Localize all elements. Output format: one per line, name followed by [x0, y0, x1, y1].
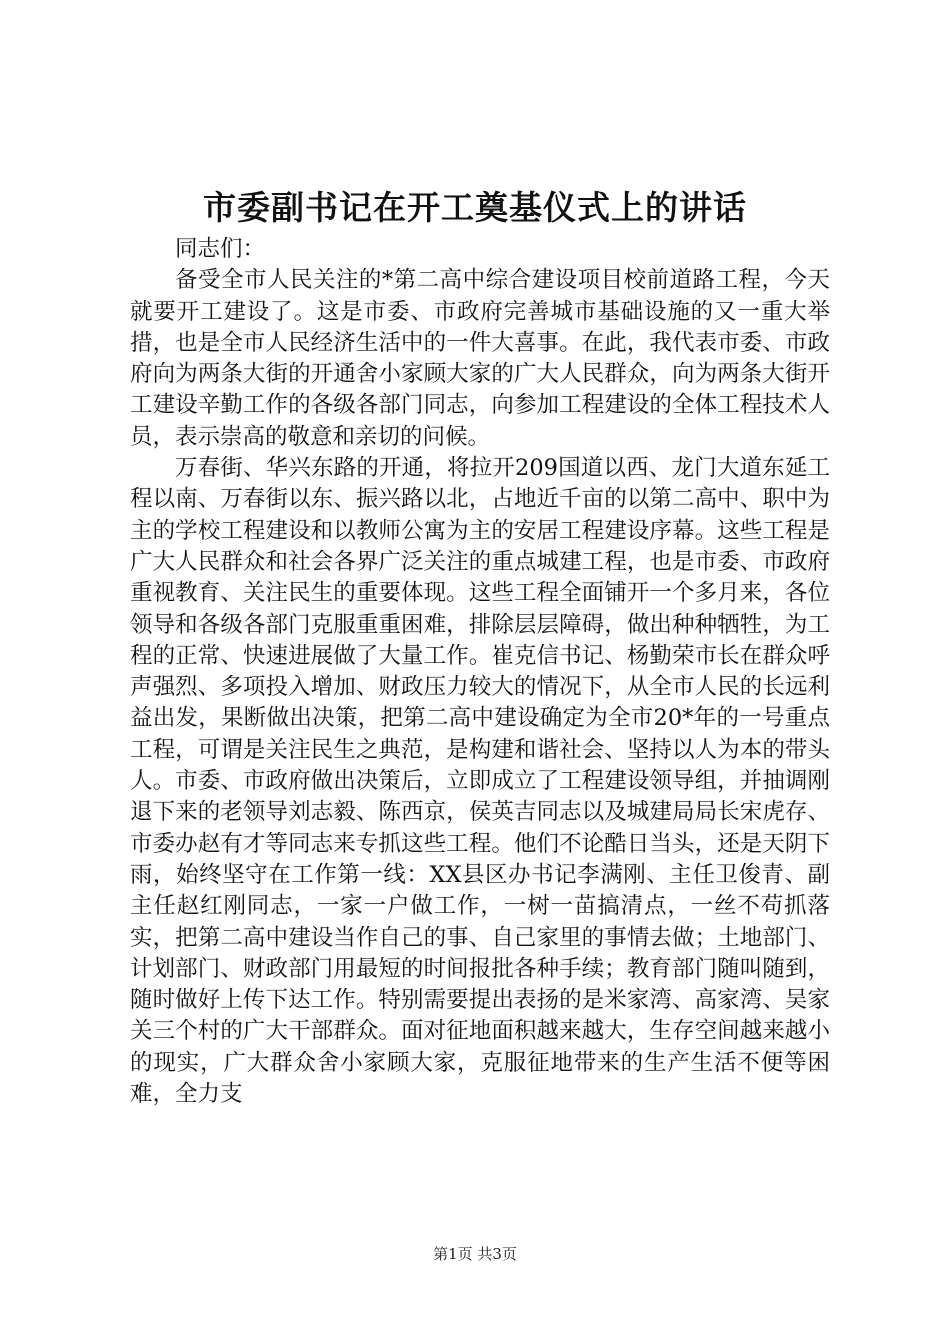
paragraph: 备受全市人民关注的*第二高中综合建设项目校前道路工程，今天就要开工建设了。这是市委、市政府完善城市基础设施的又一重大举措，也是全市人民经济生活中的一件大喜事。在此，我代表市委、市政府向为两条大街的开通舍小家顾大家的广大人民群众，向为两条大街开工建设辛勤工作的各级各部门同志，向参加工程建设的全体工程技术人员，表示崇高的敬意和亲切的问候。 — [130, 267, 830, 450]
salutation: 同志们： — [175, 236, 266, 262]
document-body — [130, 234, 830, 1110]
paragraph: 万春街、华兴东路的开通，将拉开209国道以西、龙门大道东延工程以南、万春街以东、振兴路以北，占地近千亩的以第二高中、职中为主的学校工程建设和以教师公寓为主的安居工程建设序幕。这些工程是广大人民群众和社会各界广泛关注的重点城建工程，也是市委、市政府重视教育、关注民生的重要体现。这些工程全面铺开一个多月来，各位领导和各级各部门克服重重困难，排除层层障碍，做出种种牺牲，为工程的正常、快速进展做了大量工作。崔克信书记、杨勤荣市长在群众呼声强烈、多项投入增加、财政压力较大的情况下，从全市人民的长远利益出发，果断做出决策，把第二高中建设确定为全市20*年的一号重点工程，可谓是关注民生之典范，是构建和谐社会、坚持以人为本的带头人。市委、市政府做出决策后，立即成立了工程建设领导组，并抽调刚退下来的老领导刘志毅、陈西京，侯英吉同志以及城建局局长宋虎存、市委办赵有才等同志来专抓这些工程。他们不论酷日当头，还是天阴下雨，始终坚守在工作第一线：XX县区办书记李满刚、主任卫俊青、副主任赵红刚同志，一家一户做工作，一树一苗搞清点，一丝不苟抓落实，把第二高中建设当作自己的事、自己家里的事情去做；土地部门、计划部门、财政部门用最短的时间报批各种手续；教育部门随叫随到，随时做好上传下达工作。特别需要提出表扬的是米家湾、高家湾、吴家关三个村的广大干部群众。面对征地面积越来越大，生存空间越来越小的现实，广大群众舍小家顾大家，克服征地带来的生产生活不便等困难，全力支 — [130, 455, 830, 1108]
document-title: 市委副书记在开工奠基仪式上的讲话 — [203, 188, 747, 227]
page-number-footer: 第1页 共3页 — [433, 1245, 517, 1263]
